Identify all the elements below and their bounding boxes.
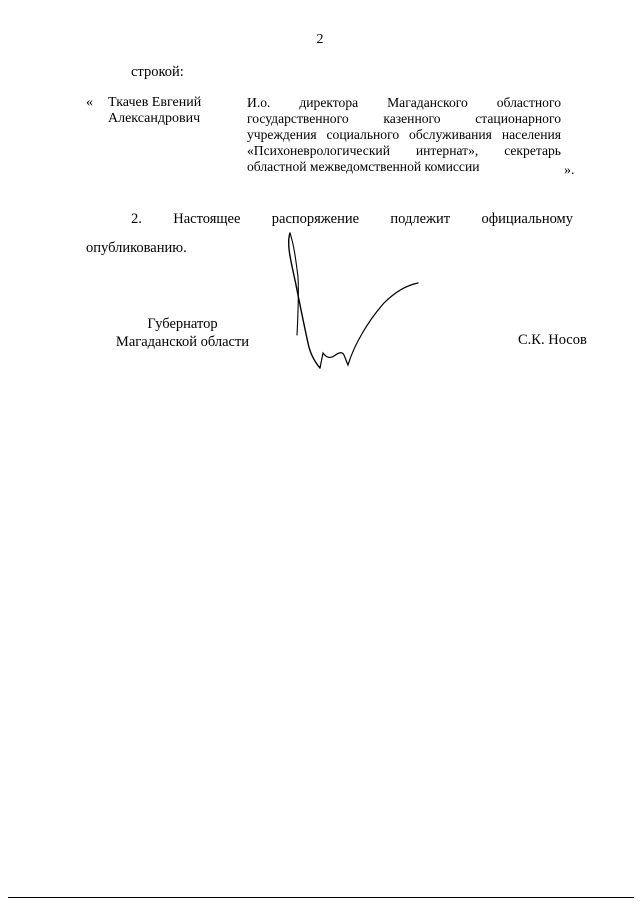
signer-title (110, 315, 255, 351)
handwritten-signature (280, 225, 430, 385)
opening-quote: « (86, 95, 93, 110)
signer-title-line-2: Магаданской области (115, 334, 250, 350)
position-line: учреждения социального обслуживания населения (247, 127, 561, 142)
person-name-line-1: Ткачев Евгений (108, 95, 202, 110)
paragraph-2-line-2: опубликованию. (86, 240, 187, 256)
position-line: государственного казенного стационарного (247, 111, 561, 126)
position-description (247, 95, 561, 175)
page-number: 2 (316, 32, 324, 47)
position-line: областной межведомственной комиссии (247, 159, 480, 174)
signer-name: С.К. Носов (518, 332, 587, 348)
position-line: И.о. директора Магаданского областного (247, 95, 561, 110)
closing-quote: ». (564, 163, 575, 178)
signer-title-line-1: Губернатор (147, 316, 218, 332)
position-line: «Психоневрологический интернат», секретарь (247, 143, 561, 158)
paragraph-2-line-1: 2. Настоящее распоряжение подлежит официальному (131, 211, 573, 227)
intro-text: строкой: (131, 64, 184, 80)
person-name-line-2: Александрович (108, 111, 201, 126)
footer-rule (8, 897, 634, 898)
